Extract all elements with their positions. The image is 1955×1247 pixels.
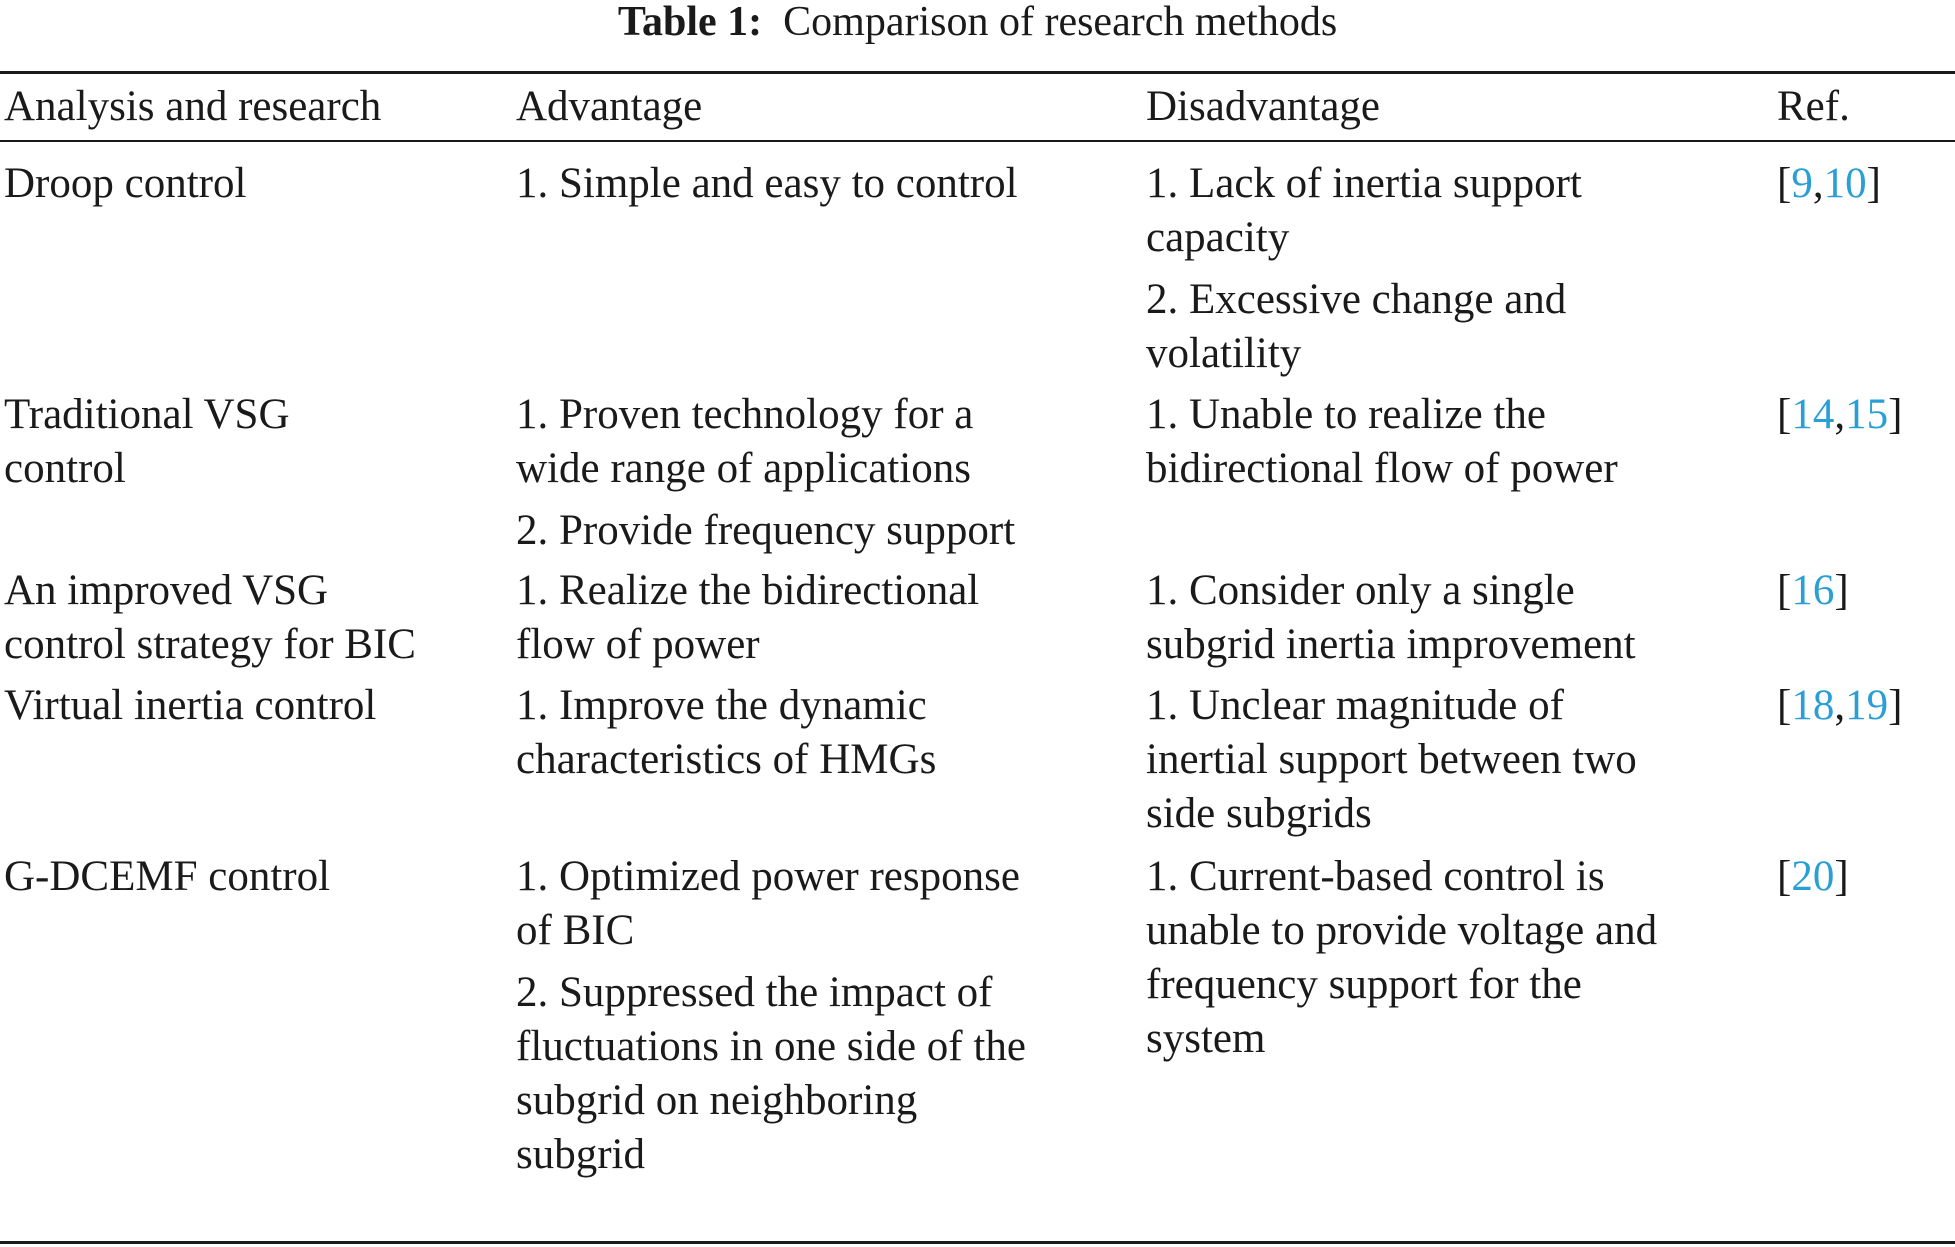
reference-link[interactable]: 15 <box>1845 391 1889 438</box>
disadvantage-cell <box>1146 679 1637 841</box>
ref-cell: [14,15] <box>1777 391 1903 438</box>
disadvantage-cell <box>1146 564 1636 672</box>
text-line: Traditional VSG <box>4 391 290 438</box>
text-line: flow of power <box>516 621 760 668</box>
text-line: control <box>4 445 126 492</box>
text-line: 2. Provide frequency support <box>516 507 1016 554</box>
text-line: system <box>1146 1015 1266 1062</box>
disadvantage-cell <box>1146 850 1657 1066</box>
disadvantage-item <box>1146 850 1657 1066</box>
ref-cell: [16] <box>1777 567 1849 614</box>
disadvantage-item <box>1146 679 1637 841</box>
advantage-item <box>516 850 1026 958</box>
text-line: frequency support for the <box>1146 961 1582 1008</box>
reference-link[interactable]: 9 <box>1791 160 1813 207</box>
table-top-rule <box>0 71 1955 74</box>
text-line: fluctuations in one side of the <box>516 1023 1026 1070</box>
advantage-cell <box>516 388 1015 558</box>
table-caption <box>0 0 1955 50</box>
method-cell <box>4 679 376 733</box>
text-line: 1. Improve the dynamic <box>516 682 927 729</box>
method-cell <box>4 388 290 496</box>
method-cell <box>4 850 330 904</box>
ref-cell: [18,19] <box>1777 682 1903 729</box>
advantage-cell <box>516 564 979 672</box>
text-line: 1. Current-based control is <box>1146 853 1605 900</box>
advantage-cell <box>516 679 936 787</box>
text-line: 1. Proven technology for a <box>516 391 974 438</box>
disadvantage-cell <box>1146 388 1618 496</box>
disadvantage-item <box>1146 388 1618 496</box>
text-line: characteristics of HMGs <box>516 736 937 783</box>
advantage-item <box>516 157 1018 211</box>
text-line: side subgrids <box>1146 790 1372 837</box>
disadvantage-cell <box>1146 157 1582 381</box>
disadvantage-item <box>1146 157 1582 265</box>
text-line: 1. Realize the bidirectional <box>516 567 980 614</box>
advantage-item <box>516 504 1015 558</box>
text-line: unable to provide voltage and <box>1146 907 1658 954</box>
disadvantage-item <box>1146 564 1636 672</box>
table-caption-label: Table 1: <box>617 0 763 45</box>
table-header-rule <box>0 140 1955 142</box>
reference-link[interactable]: 16 <box>1791 567 1835 614</box>
advantage-item <box>516 564 979 672</box>
column-header-disadvantage: Disadvantage <box>1146 83 1381 130</box>
table-bottom-rule <box>0 1241 1955 1244</box>
reference-link[interactable]: 14 <box>1791 391 1835 438</box>
text-line: bidirectional flow of power <box>1146 445 1618 492</box>
method-cell <box>4 157 246 211</box>
text-line: Virtual inertia control <box>4 682 377 729</box>
ref-cell: [20] <box>1777 853 1849 900</box>
text-line: 1. Unable to realize the <box>1146 391 1546 438</box>
text-line: volatility <box>1146 330 1302 377</box>
text-line: 1. Unclear magnitude of <box>1146 682 1564 729</box>
text-line: capacity <box>1146 214 1290 261</box>
column-header-ref: Ref. <box>1777 83 1850 130</box>
advantage-item <box>516 388 1015 496</box>
text-line: inertial support between two <box>1146 736 1637 783</box>
advantage-cell <box>516 157 1018 211</box>
disadvantage-item <box>1146 273 1582 381</box>
advantage-item <box>516 966 1026 1182</box>
table-caption-title: Comparison of research methods <box>783 0 1338 45</box>
text-line: An improved VSG <box>4 567 329 614</box>
text-line: 1. Lack of inertia support <box>1146 160 1582 207</box>
text-line: subgrid on neighboring <box>516 1077 918 1124</box>
text-line: subgrid inertia improvement <box>1146 621 1636 668</box>
text-line: G-DCEMF control <box>4 853 331 900</box>
text-line: of BIC <box>516 907 635 954</box>
text-line: wide range of applications <box>516 445 971 492</box>
reference-link[interactable]: 19 <box>1845 682 1889 729</box>
method-cell <box>4 564 416 672</box>
text-line: 2. Suppressed the impact of <box>516 969 993 1016</box>
column-header-analysis: Analysis and research <box>4 83 382 130</box>
text-line: subgrid <box>516 1131 645 1178</box>
reference-link[interactable]: 10 <box>1823 160 1867 207</box>
reference-link[interactable]: 18 <box>1791 682 1835 729</box>
text-line: 1. Optimized power response <box>516 853 1020 900</box>
ref-cell: [9,10] <box>1777 160 1881 207</box>
text-line: control strategy for BIC <box>4 621 416 668</box>
advantage-cell <box>516 850 1026 1182</box>
text-line: Droop control <box>4 160 247 207</box>
text-line: 2. Excessive change and <box>1146 276 1567 323</box>
text-line: 1. Consider only a single <box>1146 567 1575 614</box>
reference-link[interactable]: 20 <box>1791 853 1835 900</box>
text-line: 1. Simple and easy to control <box>516 160 1018 207</box>
advantage-item <box>516 679 936 787</box>
column-header-advantage: Advantage <box>516 83 703 130</box>
